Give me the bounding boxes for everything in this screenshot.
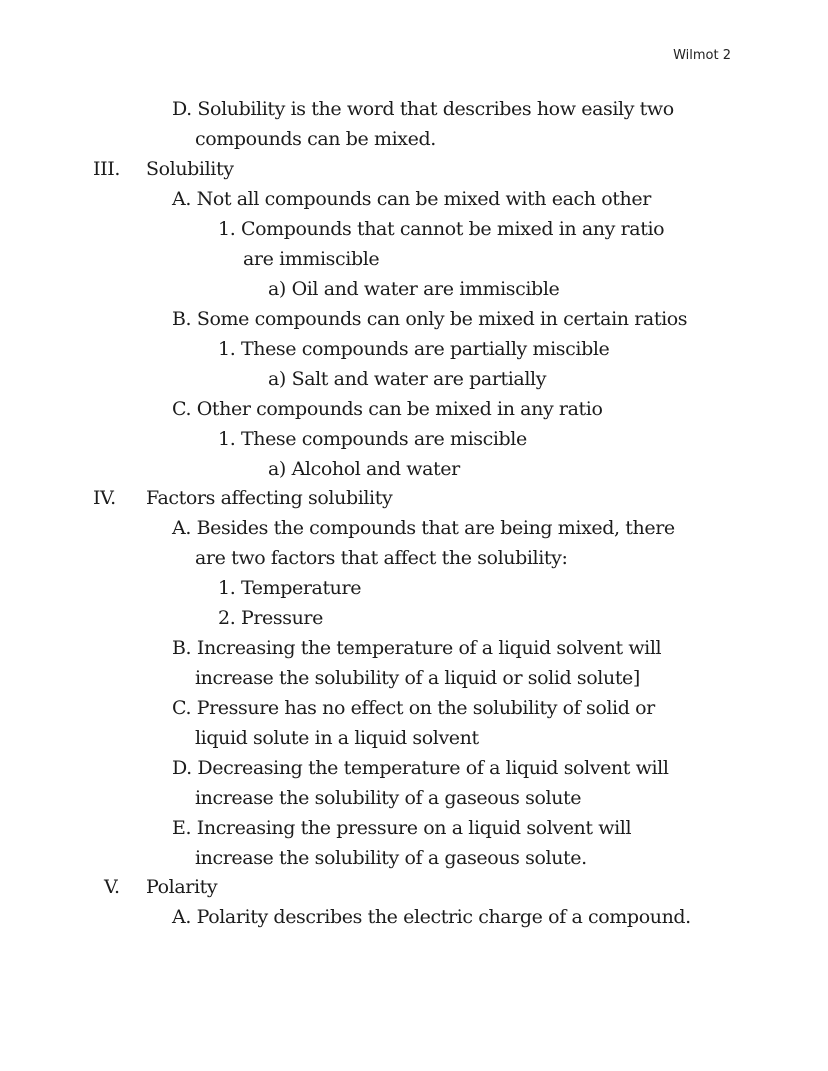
outline-item-3b1: 1. These compounds are partially miscible	[218, 338, 610, 360]
outline-item-3b: B. Some compounds can only be mixed in certain ratios	[172, 308, 688, 330]
outline-item-4b: B. Increasing the temperature of a liquid solvent will	[172, 637, 662, 659]
outline-item-4d-cont: increase the solubility of a gaseous solute	[195, 787, 582, 809]
outline-item-5a: A. Polarity describes the electric charge of a compound.	[172, 906, 691, 928]
outline-item-3c1a: a) Alcohol and water	[268, 458, 460, 480]
outline-item-4a2: 2. Pressure	[218, 607, 323, 629]
section-number-iv: IV.	[93, 487, 116, 509]
section-title-solubility: Solubility	[146, 158, 234, 180]
outline-item-3c1: 1. These compounds are miscible	[218, 428, 527, 450]
outline-item-2d: D. Solubility is the word that describes how easily two	[172, 98, 674, 120]
outline-item-4a1: 1. Temperature	[218, 577, 362, 599]
outline-item-4a: A. Besides the compounds that are being mixed, there	[172, 517, 675, 539]
outline-item-3b1a: a) Salt and water are partially	[268, 368, 547, 390]
outline-item-3c: C. Other compounds can be mixed in any ratio	[172, 398, 603, 420]
outline-item-4a-cont: are two factors that affect the solubility:	[195, 547, 568, 569]
outline-item-4c-cont: liquid solute in a liquid solvent	[195, 727, 479, 749]
outline-item-3a: A. Not all compounds can be mixed with each other	[172, 188, 651, 210]
section-title-polarity: Polarity	[146, 876, 218, 898]
outline-item-3a1a: a) Oil and water are immiscible	[268, 278, 560, 300]
section-number-v: V.	[104, 876, 120, 898]
page-header: Wilmot 2	[673, 48, 731, 63]
outline-item-3a1: 1. Compounds that cannot be mixed in any ratio	[218, 218, 665, 240]
outline-item-4d: D. Decreasing the temperature of a liquid solvent will	[172, 757, 669, 779]
section-title-factors: Factors affecting solubility	[146, 487, 393, 509]
outline-item-2d-cont: compounds can be mixed.	[195, 128, 436, 150]
outline-item-4e-cont: increase the solubility of a gaseous solute.	[195, 847, 587, 869]
section-number-iii: III.	[93, 158, 120, 180]
outline-item-3a1-cont: are immiscible	[243, 248, 380, 270]
outline-item-4c: C. Pressure has no effect on the solubility of solid or	[172, 697, 655, 719]
outline-item-4b-cont: increase the solubility of a liquid or solid solute]	[195, 667, 640, 689]
outline-item-4e: E. Increasing the pressure on a liquid solvent will	[172, 817, 632, 839]
